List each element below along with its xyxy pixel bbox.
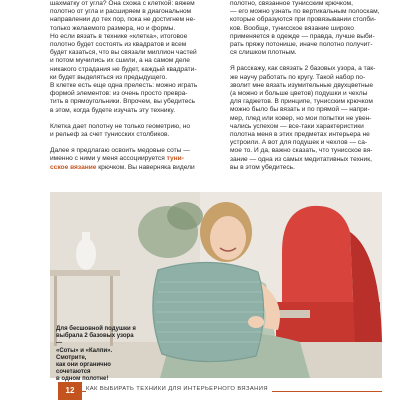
text-line: Далее я предлагаю освоить медовые соты —: [50, 147, 190, 155]
text-line: рать пряжу потонише, иначе полотно получит-: [230, 41, 373, 49]
left-paragraph-2: [50, 123, 218, 139]
text-line: ся слишком плотным.: [230, 49, 297, 57]
text-line: будет казаться, что вы связали миллион частей: [50, 49, 197, 57]
text-line: в этом, когда будете изучать эту технику.: [50, 106, 176, 114]
text-line: Клетка дает полотну не только геометрию, но: [50, 122, 191, 130]
text-line: ки будет выделяться из предыдущего.: [50, 73, 168, 81]
text-line: мер, плед или ковер, но мои попытки не увен-: [230, 114, 372, 122]
text-line: применяется в одежде — правда, лучше выби-: [230, 32, 375, 40]
right-paragraph-1: [230, 0, 395, 57]
text-line: Я расскажу, как связать 2 базовых узора, а так-: [230, 65, 376, 73]
caption-line: как они органично сочетаются: [56, 362, 111, 376]
accent-term: сское вязание: [50, 163, 97, 171]
text-line: В клетке есть еще одна прелесть: можно играть: [50, 82, 198, 90]
text-line: полотна меня в этих предметах интерьера не: [230, 131, 370, 139]
text-line: вы в этом убедитесь.: [230, 163, 295, 171]
page-number: 12: [58, 382, 82, 400]
left-text-column: [50, 0, 218, 172]
text-line: устроили. А вот для подушек и чехлов — са-: [230, 139, 368, 147]
text-line: именно с ними у меня ассоциируется: [50, 155, 167, 163]
text-line: только желаемого размера, но и формы.: [50, 24, 176, 32]
photo-caption: [56, 326, 140, 384]
text-line: формой элементов: из очень просто превра-: [50, 90, 188, 98]
text-line: (а можно и больше цветов) подушки и чехлы: [230, 90, 368, 98]
text-line: никакого страдания не будет, каждый квадрати-: [50, 65, 197, 73]
text-line: мое то. И да, важно сказать, что тунисское вя-: [230, 147, 373, 155]
text-line: же научу работать по кругу. Такой набор по-: [230, 73, 366, 81]
text-line: направлении до тех пор, пока не достигнем не-: [50, 16, 196, 24]
right-text-column: [230, 0, 395, 172]
text-line: шахматку от угла? Она схожа с клеткой: вяжем: [50, 0, 195, 7]
text-line: полотно, связанное тунисским крючком,: [230, 0, 353, 7]
left-paragraph-1: [50, 0, 218, 115]
pillow: [153, 262, 264, 361]
text-line: можно было бы вязать и по прямой — напри-: [230, 106, 370, 114]
text-line: чались успехом — все-таки характеристики: [230, 122, 364, 130]
accent-term: туни-: [166, 155, 184, 163]
left-paragraph-3: [50, 147, 218, 172]
text-line: и рельеф за счет тунисских столбиков.: [50, 131, 170, 139]
caption-line: Для бесшовной подушки я: [56, 326, 136, 332]
text-line: зание — одна из самых медитативных техник,: [230, 155, 372, 163]
running-title: КАК ВЫБИРАТЬ ТЕХНИКИ ДЛЯ ИНТЕРЬЕРНОГО ВЯЗАНИЯ: [86, 386, 272, 392]
text-line: и потом мучились их сшили, а на самом деле: [50, 57, 190, 65]
text-line: ков. Вообще, тунисское вязание широко: [230, 24, 354, 32]
text-line: которые образуются при провязывании столби-: [230, 16, 377, 24]
text-line: тить в прямоугольники. Впрочем, вы убедитесь: [50, 98, 196, 106]
text-line: Но если вязать в технике «клетка», итоговое: [50, 32, 188, 40]
text-line: зволит мне вязать изумительные двухцветные: [230, 81, 374, 89]
text-line: для гаджетов. В принципе, тунисским крючком: [230, 98, 373, 106]
text-line: — его можно узнать по вертикальным полоскам,: [230, 8, 380, 16]
text-line: полотно от угла и расширяем в диагональном: [50, 8, 192, 16]
caption-line: «Соты» и «Калпи». Смотрите,: [56, 347, 113, 361]
page-footer: [0, 382, 420, 400]
caption-line: выбрала 2 базовых узора —: [56, 333, 134, 347]
text-line: крючком. Вы наверняка видели: [96, 163, 195, 171]
text-line: полотно будет состоять из квадратов и всем: [50, 41, 187, 49]
right-paragraph-2: [230, 65, 395, 172]
caption-line: в одном полотне!: [56, 376, 109, 383]
